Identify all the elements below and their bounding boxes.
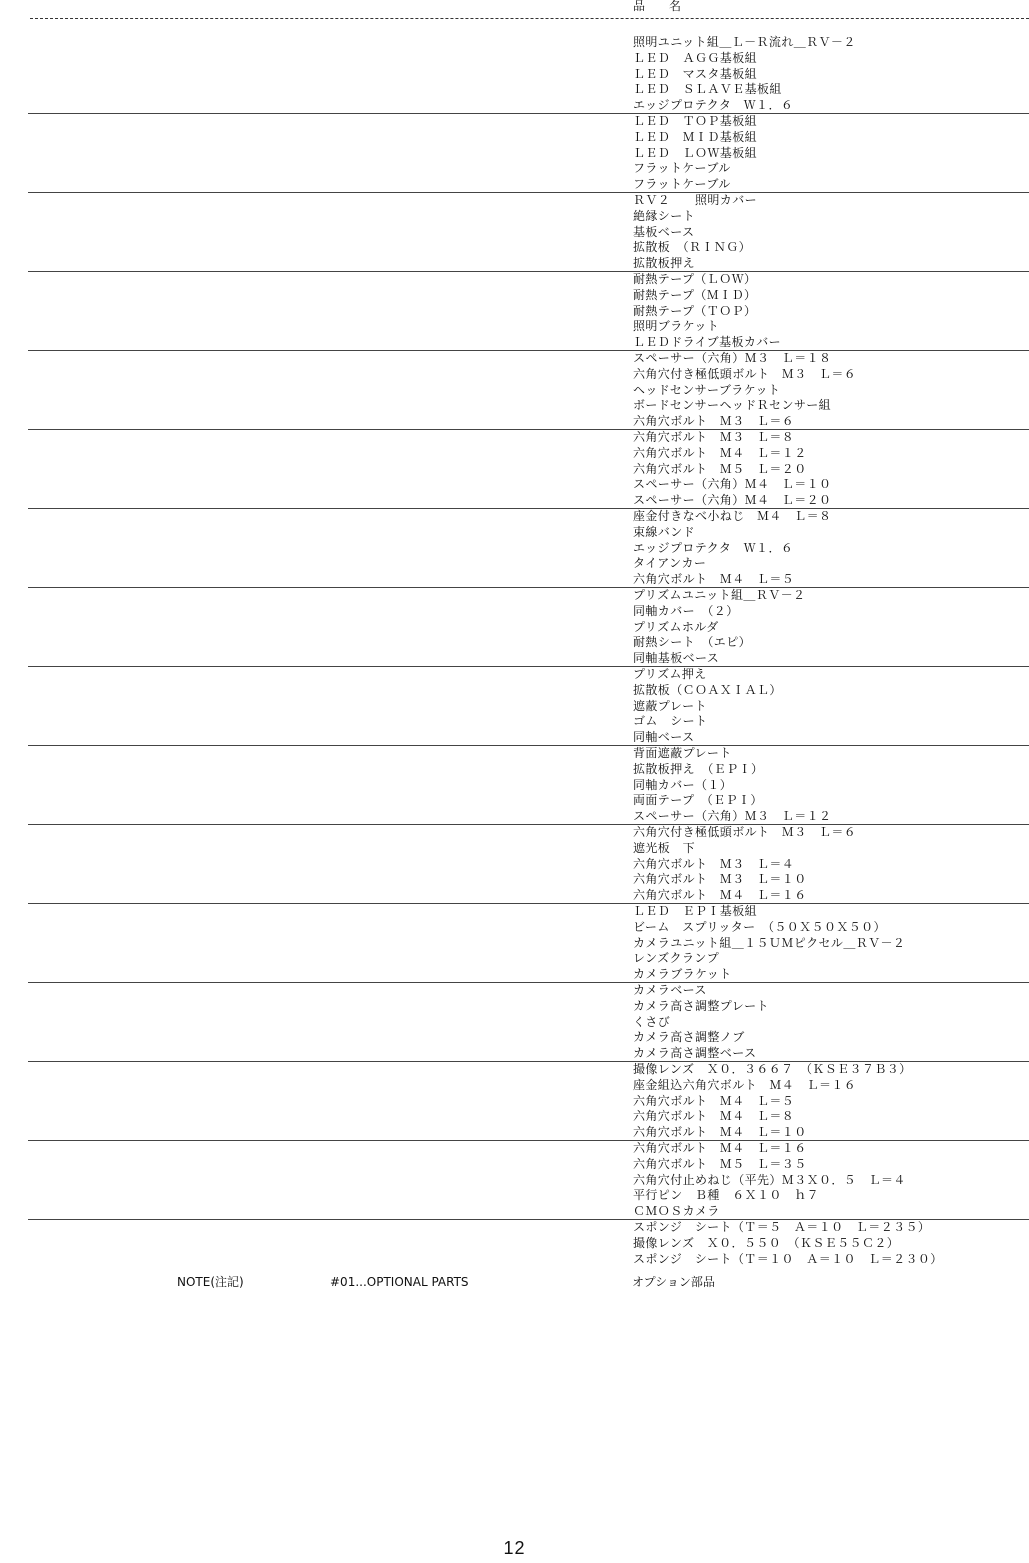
part-name-row: 束線バンド	[633, 524, 696, 539]
part-name-row: 六角穴付止めねじ（平先）Ｍ３Ｘ０．５ Ｌ＝４	[633, 1172, 906, 1187]
part-name-row: 六角穴ボルト Ｍ４ Ｌ＝５	[633, 1093, 795, 1108]
part-name-row: スペーサー（六角）Ｍ４ Ｌ＝２０	[633, 493, 832, 508]
parts-group	[28, 509, 1029, 588]
part-name-row: 同軸ベース	[633, 730, 695, 745]
part-name-row: エッジプロテクタ Ｗ１．６	[633, 98, 794, 113]
part-name-row: 六角穴ボルト Ｍ４ Ｌ＝８	[633, 1109, 795, 1124]
part-name-row: 撮像レンズ Ｘ０．３６６７ （ＫＳＥ３７Ｂ３）	[633, 1062, 912, 1076]
part-name-row: ボードセンサーヘッドＲセンサー組	[633, 398, 832, 413]
part-name-row: フラットケーブル	[633, 177, 731, 192]
part-name-row: カメラユニット組＿１５ＵＭピクセル＿ＲＶ－２	[633, 935, 906, 950]
part-name-row: 拡散板 （ＲＩＮＧ）	[633, 240, 752, 255]
part-name-row: プリズムユニット組＿ＲＶ－２	[633, 588, 806, 602]
part-name-row: 座金組込六角穴ボルト Ｍ４ Ｌ＝１６	[633, 1077, 857, 1092]
part-name-row: 拡散板（ＣＯＡＸＩＡＬ）	[633, 682, 782, 697]
part-name-row: 六角穴ボルト Ｍ５ Ｌ＝３５	[633, 1156, 807, 1171]
part-name-row: ヘッドセンサーブラケット	[633, 382, 781, 397]
part-name-row: 撮像レンズ Ｘ０．５５０ （ＫＳＥ５５Ｃ２）	[633, 1235, 900, 1250]
part-name-row: ビーム スプリッター （５０Ｘ５０Ｘ５０）	[633, 919, 886, 934]
part-name-row: 座金付きなべ小ねじ Ｍ４ Ｌ＝８	[633, 509, 832, 523]
parts-group	[28, 35, 1029, 114]
part-name-row: ＬＥＤ ＴＯＰ基板組	[633, 114, 758, 128]
part-name-row: 六角穴ボルト Ｍ４ Ｌ＝５	[633, 572, 795, 587]
part-name-row: 六角穴付き極低頭ボルト Ｍ３ Ｌ＝６	[633, 366, 857, 381]
part-name-row: 拡散板押え （ＥＰＩ）	[633, 761, 764, 776]
part-name-row: 両面テープ （ＥＰＩ）	[633, 793, 763, 808]
parts-group	[28, 588, 1029, 667]
part-name-row: 六角穴ボルト Ｍ３ Ｌ＝１０	[633, 872, 807, 887]
part-name-row: ＬＥＤ ＭＩＤ基板組	[633, 129, 758, 144]
note-description: オプション部品	[632, 1275, 715, 1289]
part-name-row: スペーサー（六角）Ｍ３ Ｌ＝１８	[633, 351, 832, 365]
part-name-row: ＬＥＤ ＳＬＡＶＥ基板組	[633, 82, 782, 97]
parts-list	[28, 35, 1029, 1299]
part-name-row: 絶縁シート	[633, 208, 696, 223]
part-name-row: ＬＥＤ ＬＯＷ基板組	[633, 145, 758, 160]
parts-group	[28, 114, 1029, 193]
part-name-row: カメラベース	[633, 983, 707, 997]
part-name-row: タイアンカー	[633, 556, 707, 571]
parts-group	[28, 746, 1029, 825]
parts-group	[28, 351, 1029, 430]
part-name-row: スペーサー（六角）Ｍ３ Ｌ＝１２	[633, 809, 832, 824]
part-name-row: 六角穴ボルト Ｍ４ Ｌ＝１６	[633, 1141, 807, 1155]
part-name-row: レンズクランプ	[633, 951, 720, 966]
part-name-row: エッジプロテクタ Ｗ１．６	[633, 540, 794, 555]
parts-group	[28, 1141, 1029, 1220]
part-name-row: 六角穴付き極低頭ボルト Ｍ３ Ｌ＝６	[633, 825, 857, 839]
part-name-row: 遮蔽プレート	[633, 698, 707, 713]
part-name-row: 耐熱テープ（ＭＩＤ）	[633, 287, 757, 302]
part-name-row: スポンジ シート（Ｔ＝５ Ａ＝１０ Ｌ＝２３５）	[633, 1220, 931, 1234]
part-name-row: プリズム押え	[633, 667, 707, 681]
part-name-row: 六角穴ボルト Ｍ４ Ｌ＝１６	[633, 888, 807, 903]
part-name-row: 拡散板押え	[633, 256, 696, 271]
parts-group	[28, 193, 1029, 272]
part-name-row: ＬＥＤ ＡＧＧ基板組	[633, 50, 758, 65]
part-name-row: 基板ベース	[633, 224, 695, 239]
header-dashed-rule	[30, 18, 1029, 19]
part-name-row: カメラ高さ調整ベース	[633, 1046, 757, 1061]
part-name-row: 同軸基板ベース	[633, 651, 720, 666]
part-name-row: カメラ高さ調整ノブ	[633, 1030, 745, 1045]
part-name-row: スポンジ シート（Ｔ＝１０ Ａ＝１０ Ｌ＝２３０）	[633, 1251, 943, 1266]
column-header-part-name: 品 名	[633, 0, 688, 13]
parts-group	[28, 825, 1029, 904]
part-name-row: 耐熱テープ（ＬＯＷ）	[633, 272, 757, 286]
part-name-row: 同軸カバー（１）	[633, 777, 733, 792]
part-name-row: プリズムホルダ	[633, 619, 719, 634]
parts-group	[28, 272, 1029, 351]
part-name-row: 同軸カバー （２）	[633, 603, 739, 618]
part-name-row: ＣＭＯＳカメラ	[633, 1204, 720, 1219]
parts-group	[28, 1062, 1029, 1141]
part-name-row: ＬＥＤ マスタ基板組	[633, 66, 758, 81]
part-name-row: ＲＶ２ 照明カバー	[633, 193, 758, 207]
part-name-row: 六角穴ボルト Ｍ４ Ｌ＝１０	[633, 1125, 807, 1140]
part-name-row: ゴム シート	[633, 714, 708, 729]
parts-group	[28, 983, 1029, 1062]
part-name-row: ＬＥＤ ＥＰＩ基板組	[633, 904, 758, 918]
part-name-row: 照明ユニット組＿Ｌ－Ｒ流れ＿ＲＶ－２	[633, 35, 856, 49]
part-name-row: 六角穴ボルト Ｍ３ Ｌ＝６	[633, 414, 795, 429]
part-name-row: 六角穴ボルト Ｍ４ Ｌ＝１２	[633, 445, 807, 460]
parts-group	[28, 904, 1029, 983]
page-number: 12	[503, 1538, 526, 1558]
part-name-row: 六角穴ボルト Ｍ５ Ｌ＝２０	[633, 461, 807, 476]
part-name-row: 照明ブラケット	[633, 319, 720, 334]
part-name-row: 平行ピン Ｂ種 ６Ｘ１０ ｈ７	[633, 1188, 820, 1203]
part-name-row: フラットケーブル	[633, 161, 731, 176]
part-name-row: カメラ高さ調整プレート	[633, 998, 769, 1013]
note-label: NOTE(注記)	[177, 1275, 244, 1289]
part-name-row: カメラブラケット	[633, 967, 732, 982]
part-name-row: 背面遮蔽プレート	[633, 746, 732, 760]
part-name-row: くさび	[633, 1014, 671, 1029]
note-code: #01...OPTIONAL PARTS	[330, 1275, 469, 1289]
part-name-row: 六角穴ボルト Ｍ３ Ｌ＝８	[633, 430, 795, 444]
part-name-row: 六角穴ボルト Ｍ３ Ｌ＝４	[633, 856, 795, 871]
part-name-row: 耐熱シート （エピ）	[633, 635, 752, 650]
part-name-row: 遮光板 下	[633, 840, 696, 855]
parts-group	[28, 430, 1029, 509]
part-name-row: 耐熱テープ（ＴＯＰ）	[633, 303, 757, 318]
parts-group	[28, 667, 1029, 746]
part-name-row: スペーサー（六角）Ｍ４ Ｌ＝１０	[633, 477, 832, 492]
part-name-row: ＬＥＤドライブ基板カバー	[633, 335, 782, 350]
